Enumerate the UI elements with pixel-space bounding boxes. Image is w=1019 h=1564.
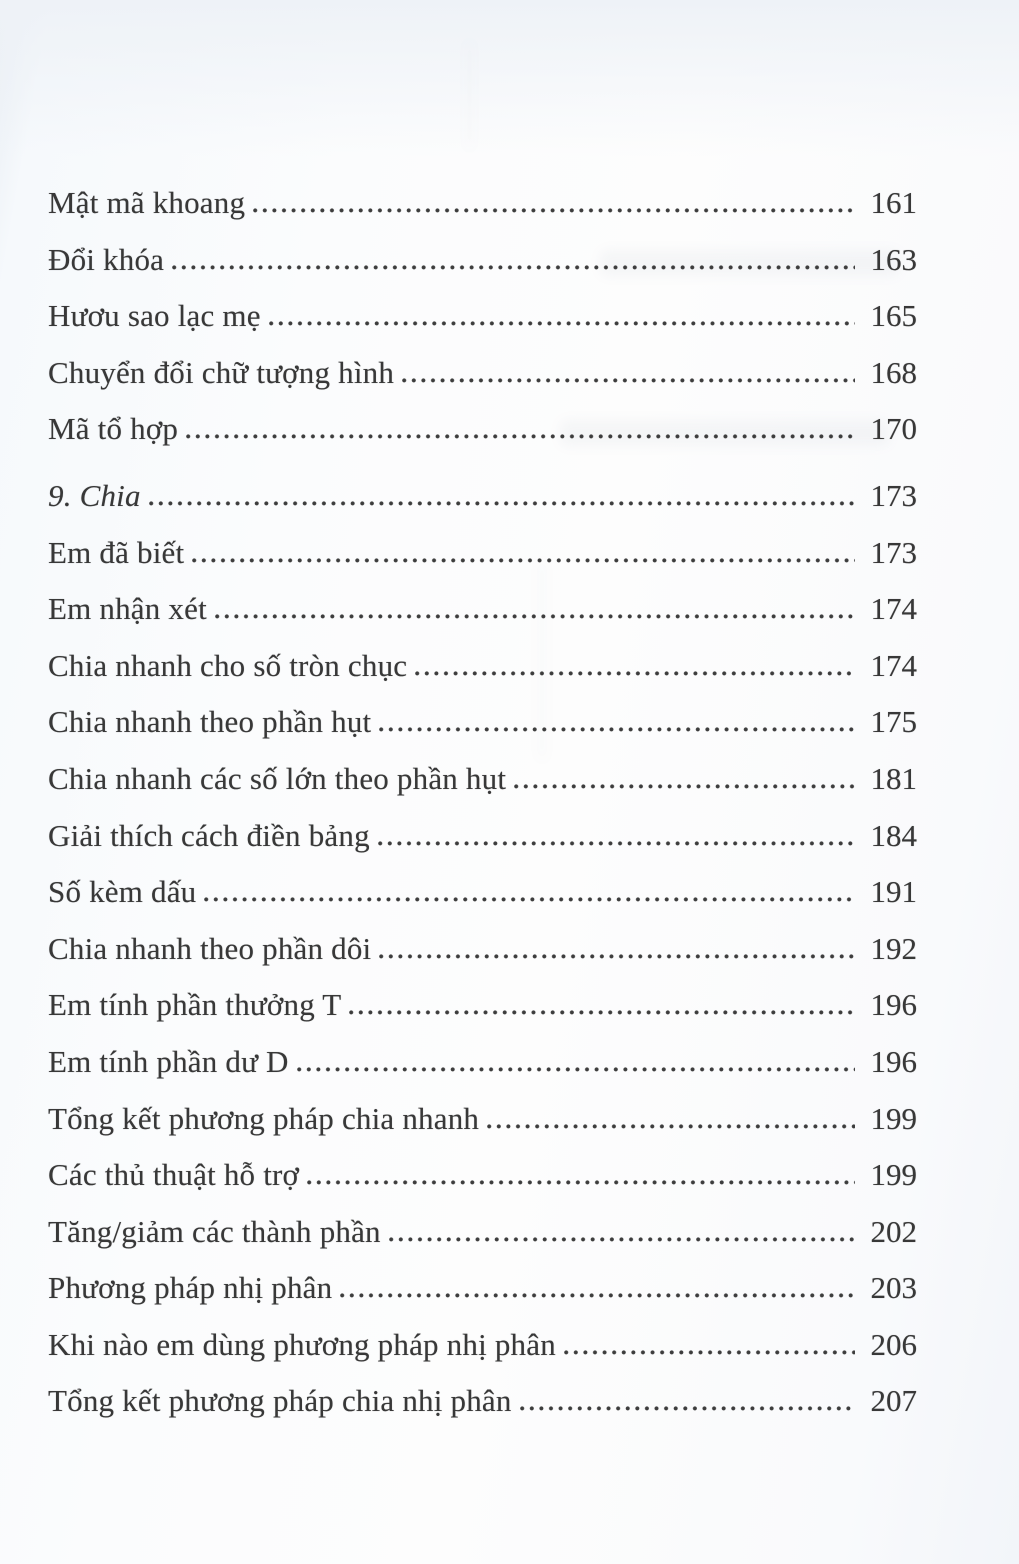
toc-entry-page-number: 168 xyxy=(870,354,917,390)
toc-entry-page-number: 161 xyxy=(870,185,917,220)
toc-entry-title: Em đã biết xyxy=(48,534,185,570)
toc-entry-page-number: 202 xyxy=(870,1213,917,1249)
toc-entry xyxy=(48,648,917,705)
toc-entry xyxy=(48,1101,917,1158)
dot-leader xyxy=(379,954,855,959)
toc-entry-page-number: 196 xyxy=(870,1043,917,1079)
toc-entry xyxy=(48,355,917,412)
dot-leader xyxy=(564,1350,855,1355)
toc-entry-page-number: 206 xyxy=(870,1326,917,1362)
dot-leader xyxy=(297,1067,855,1072)
toc-entry-title: Tăng/giảm các thành phần xyxy=(48,1213,381,1249)
toc-entry-page-number: 173 xyxy=(870,477,917,513)
toc-entry xyxy=(48,185,917,242)
toc-entry-title: Số kèm dấu xyxy=(48,874,197,910)
toc-entry-title: Hươu sao lạc mẹ xyxy=(48,298,261,334)
toc-entry-title: Tổng kết phương pháp chia nhanh xyxy=(48,1100,480,1136)
toc-entry-title: Khi nào em dùng phương pháp nhị phân xyxy=(48,1326,556,1362)
toc-entry-page-number: 174 xyxy=(870,647,917,683)
toc-entry-page-number: 181 xyxy=(870,760,917,796)
toc-entry-page-number: 191 xyxy=(870,874,917,910)
toc-entry xyxy=(48,478,917,535)
dot-leader xyxy=(415,671,855,676)
dot-leader xyxy=(379,727,855,732)
toc-entry-page-number: 175 xyxy=(870,704,917,740)
toc-entry-title: Tổng kết phương pháp chia nhị phân xyxy=(48,1383,512,1419)
dot-leader xyxy=(378,841,855,846)
toc-entry xyxy=(48,1383,917,1440)
toc-entry xyxy=(48,987,917,1044)
toc-entry xyxy=(48,818,917,875)
dot-leader xyxy=(186,434,855,439)
dot-leader xyxy=(307,1180,855,1185)
toc-entry-page-number: 203 xyxy=(870,1270,917,1306)
dot-leader xyxy=(172,265,855,270)
toc-entry-title: Các thủ thuật hỗ trợ xyxy=(48,1157,300,1193)
toc-entry xyxy=(48,1327,917,1384)
toc-entry-title: Em nhận xét xyxy=(48,591,207,627)
toc-entry xyxy=(48,761,917,818)
dot-leader xyxy=(340,1293,855,1298)
toc-entry-page-number: 192 xyxy=(870,930,917,966)
dot-leader xyxy=(253,208,855,213)
toc-entry-page-number: 174 xyxy=(870,591,917,627)
toc-entry-page-number: 199 xyxy=(870,1157,917,1193)
dot-leader xyxy=(215,614,855,619)
toc-entry-title: Chia nhanh các số lớn theo phần hụt xyxy=(48,760,507,796)
toc-entry-title: Phương pháp nhị phân xyxy=(48,1270,333,1306)
dot-leader xyxy=(402,378,855,383)
toc-entry xyxy=(48,874,917,931)
dot-leader xyxy=(487,1124,855,1129)
toc-entry-title: Chia nhanh theo phần hụt xyxy=(48,704,372,740)
toc-entry xyxy=(48,242,917,299)
toc-entry xyxy=(48,1157,917,1214)
toc-entry-title: Mật mã khoang xyxy=(48,185,246,220)
dot-leader xyxy=(514,784,855,789)
dot-leader xyxy=(149,501,855,506)
dot-leader xyxy=(520,1406,855,1411)
dot-leader xyxy=(269,321,855,326)
toc-entry-title: Em tính phần dư D xyxy=(48,1043,289,1079)
toc-entry-title: Chia nhanh cho số tròn chục xyxy=(48,647,408,683)
toc-entry-title: Mã tổ hợp xyxy=(48,411,179,447)
toc-entry-page-number: 173 xyxy=(870,534,917,570)
toc-entry-page-number: 165 xyxy=(870,298,917,334)
toc-entry xyxy=(48,931,917,988)
toc-entry-page-number: 184 xyxy=(870,817,917,853)
dot-leader xyxy=(389,1237,855,1242)
toc-entry xyxy=(48,411,917,468)
toc-entry xyxy=(48,1044,917,1101)
toc-entry-title: Chia nhanh theo phần dôi xyxy=(48,930,372,966)
toc-entry xyxy=(48,1270,917,1327)
toc-entry-page-number: 199 xyxy=(870,1100,917,1136)
toc-entry xyxy=(48,535,917,592)
toc-entry-page-number: 207 xyxy=(870,1383,917,1419)
toc-entry-page-number: 196 xyxy=(870,987,917,1023)
toc-entry xyxy=(48,591,917,648)
toc-entry xyxy=(48,1214,917,1271)
dot-leader xyxy=(192,558,855,563)
toc-entry-title: Chuyển đổi chữ tượng hình xyxy=(48,354,395,390)
dot-leader xyxy=(349,1010,855,1015)
toc-entry xyxy=(48,704,917,761)
toc-entry-title: 9. Chia xyxy=(48,477,141,513)
toc-entry-page-number: 170 xyxy=(870,411,917,447)
dot-leader xyxy=(204,897,855,902)
toc-entry-title: Giải thích cách điền bảng xyxy=(48,817,370,853)
toc-entry-title: Em tính phần thưởng T xyxy=(48,987,342,1023)
toc-entry xyxy=(48,298,917,355)
toc-entry-page-number: 163 xyxy=(870,241,917,277)
toc-entry-title: Đổi khóa xyxy=(48,241,165,277)
